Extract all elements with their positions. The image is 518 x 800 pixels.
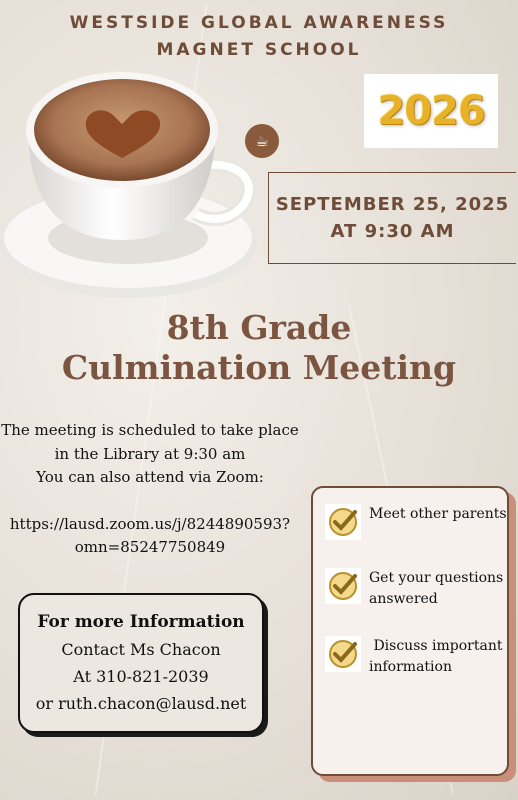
benefits-card [311, 486, 509, 776]
benefit-item [325, 568, 503, 610]
checkmark-icon [325, 568, 361, 604]
details-line-1: The meeting is scheduled to take place [1, 421, 299, 439]
benefit-text: Meet other parents [369, 506, 507, 522]
school-name-line-1: WESTSIDE GLOBAL AWARENESS [69, 13, 449, 33]
zoom-link-part-2[interactable]: omn=85247750849 [74, 538, 226, 556]
contact-heading: For more Information [37, 612, 245, 632]
year-badge [364, 74, 498, 148]
page-title [0, 308, 518, 388]
school-name [0, 10, 518, 64]
contact-name: Contact Ms Chacon [61, 640, 221, 659]
checkmark-icon [325, 504, 361, 540]
coffee-badge-icon: ☕ [245, 124, 279, 158]
benefit-item [325, 504, 507, 540]
school-name-line-2: MAGNET SCHOOL [156, 40, 362, 60]
benefit-text: Get your questions [369, 570, 504, 586]
details-line-2: in the Library at 9:30 am [54, 444, 246, 463]
year-text: 2026 [377, 88, 485, 134]
title-line-2: Culmination Meeting [61, 348, 457, 387]
contact-phone[interactable]: At 310-821-2039 [73, 667, 209, 686]
details-line-3: You can also attend via Zoom: [36, 468, 264, 486]
meeting-details [0, 419, 300, 560]
date-box [268, 172, 516, 264]
contact-email[interactable]: or ruth.chacon@lausd.net [35, 694, 247, 713]
benefit-item [325, 636, 502, 678]
checkmark-icon [325, 636, 361, 672]
coffee-cup-icon [0, 62, 262, 302]
benefit-text: answered [369, 591, 438, 607]
time-line: AT 9:30 AM [330, 221, 455, 242]
title-line-1: 8th Grade [166, 308, 352, 347]
benefit-text: Discuss important [369, 638, 503, 654]
benefit-text: information [369, 659, 452, 675]
zoom-link[interactable] [0, 513, 300, 560]
contact-box [18, 593, 264, 733]
date-line: SEPTEMBER 25, 2025 [275, 194, 510, 215]
coffee-cup-illustration [0, 62, 262, 302]
zoom-link-part-1[interactable]: https://lausd.zoom.us/j/8244890593? [9, 514, 291, 533]
